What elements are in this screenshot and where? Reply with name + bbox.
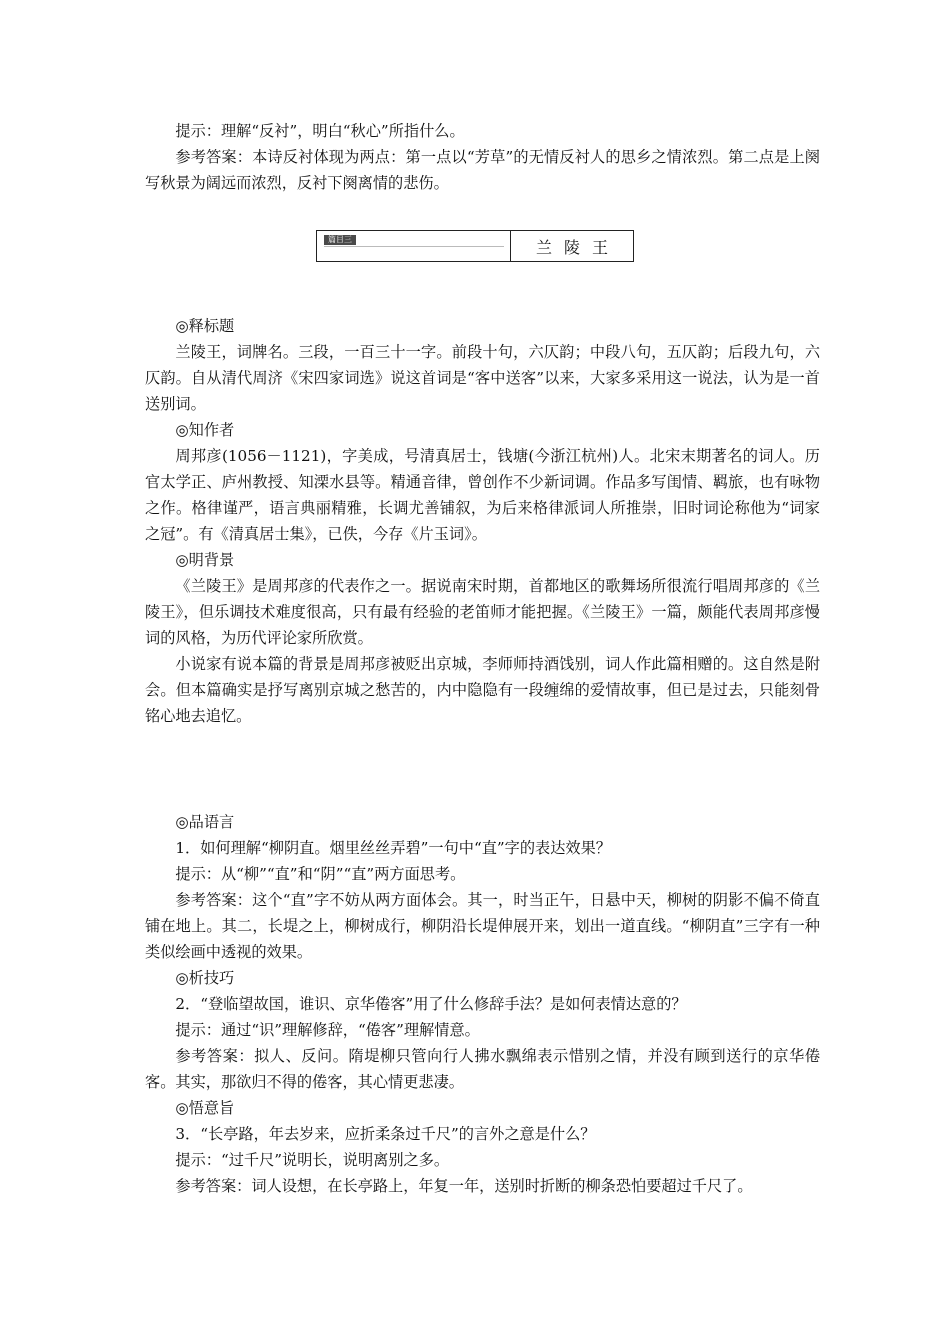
paragraph: 小说家有说本篇的背景是周邦彦被贬出京城，李师师持酒饯别，词人作此篇相赠的。这自然是附会。但本篇确实是抒写离别京城之愁苦的，内中隐隐有一段缠绵的爱情故事，但已是过去，只能刻骨铭心地去追忆。 — [145, 655, 820, 725]
section-heading: ◎析技巧 — [175, 969, 235, 987]
question: 1．如何理解“柳阴直。烟里丝丝弄碧”一句中“直”字的表达效果？ — [175, 839, 611, 857]
section-heading: ◎悟意旨 — [175, 1099, 235, 1117]
question: 3．“长亭路，年去岁来，应折柔条过千尺”的言外之意是什么？ — [175, 1125, 596, 1143]
answer-text: 参考答案：拟人、反问。隋堤柳只管向行人拂水飘绵表示惜别之情，并没有顾到送行的京华倦客。其实，那欲归不得的倦客，其心情更悲凄。 — [145, 1047, 820, 1091]
hint-text: 提示：“过千尺”说明长，说明离别之多。 — [175, 1151, 450, 1169]
answer-text: 参考答案：这个“直”字不妨从两方面体会。其一，时当正午，日悬中天，柳树的阴影不偏不倚直铺在地上。其二，长堤之上，柳树成行，柳阴沿长堤伸展开来，划出一道直线。“柳阴直”三字有一种类似绘画中透视的效果。 — [145, 891, 820, 961]
intro-block — [145, 313, 820, 729]
tag-underline — [324, 246, 504, 247]
paragraph: 《兰陵王》是周邦彦的代表作之一。据说南宋时期，首都地区的歌舞场所很流行唱周邦彦的《兰陵王》，但乐调技术难度很高，只有最有经验的老笛师才能把握。《兰陵王》一篇，颇能代表周邦彦慢词的风格，为历代评论家所欣赏。 — [145, 577, 820, 647]
hint-text: 提示：理解“反衬”，明白“秋心”所指什么。 — [175, 122, 465, 140]
hint-text: 提示：通过“识”理解修辞，“倦客”理解情意。 — [175, 1021, 480, 1039]
section-heading: ◎释标题 — [175, 317, 235, 335]
answer-text: 参考答案：本诗反衬体现为两点：第一点以“芳草”的无情反衬人的思乡之情浓烈。第二点是上阕写秋景为阔远而浓烈，反衬下阕离情的悲伤。 — [145, 148, 820, 192]
paragraph: 周邦彦(1056－1121)，字美成，号清真居士，钱塘(今浙江杭州)人。北宋末期著名的词人。历官太学正、庐州教授、知溧水县等。精通音律，曾创作不少新词调。作品多写闺情、羁旅，也有咏物之作。格律谨严，语言典丽精雅，长调尤善铺叙，为后来格律派词人所推崇，旧时词论称他为“词家之冠”。有《清真居士集》，已佚，今存《片玉词》。 — [145, 447, 820, 543]
answer-text: 参考答案：词人设想，在长亭路上，年复一年，送别时折断的柳条恐怕要超过千尺了。 — [175, 1177, 753, 1195]
section-tag: 篇目三 — [324, 235, 356, 245]
questions-block — [145, 809, 820, 1199]
section-heading: ◎品语言 — [175, 813, 235, 831]
section-heading: ◎知作者 — [175, 421, 235, 439]
paragraph: 兰陵王，词牌名。三段，一百三十一字。前段十句，六仄韵；中段八句，五仄韵；后段九句，六仄韵。自从清代周济《宋四家词选》说这首词是“客中送客”以来，大家多采用这一说法，认为是一首送别词。 — [145, 343, 820, 413]
poem-title: 兰陵王 — [535, 237, 620, 257]
title-box-left — [317, 231, 511, 261]
hint-text: 提示：从“柳”“直”和“阴”“直”两方面思考。 — [175, 865, 466, 883]
section-heading: ◎明背景 — [175, 551, 235, 569]
question: 2．“登临望故国，谁识、京华倦客”用了什么修辞手法？是如何表情达意的？ — [175, 995, 687, 1013]
top-block — [145, 118, 820, 196]
section-title-box — [316, 230, 634, 262]
